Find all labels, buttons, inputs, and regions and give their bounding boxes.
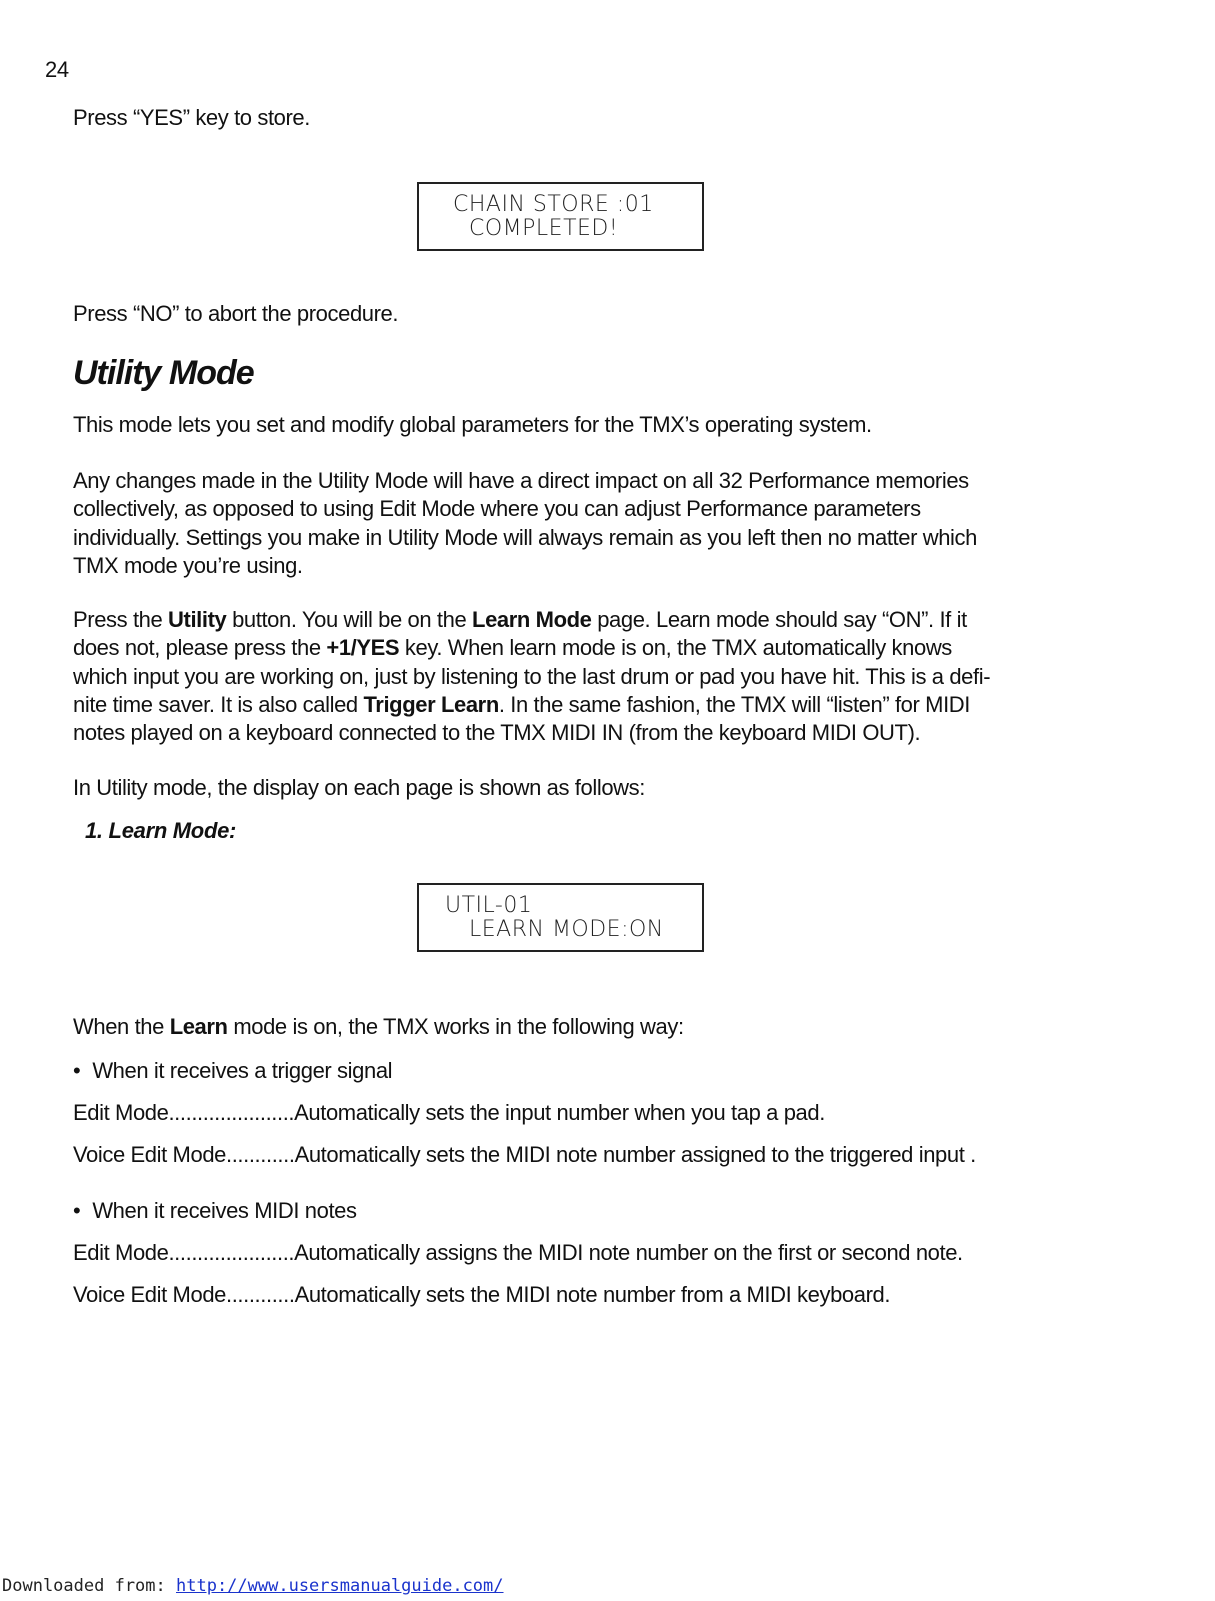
page-number: 24	[45, 57, 69, 82]
section-title: Utility Mode	[73, 354, 254, 392]
lcd-line-2: COMPLETED!	[469, 216, 619, 241]
utility-bold: Utility	[168, 607, 227, 632]
row-midi-voice-edit-mode	[73, 1281, 890, 1309]
row-desc: Automatically sets the MIDI note number from a MIDI keyboard.	[294, 1282, 891, 1307]
abort-instruction: Press “NO” to abort the procedure.	[73, 301, 399, 326]
paragraph-line: notes played on a keyboard connected to the TMX MIDI IN (from the keyboard MIDI OUT).	[73, 720, 921, 746]
learn-bold: Learn	[169, 1014, 228, 1039]
leader-dots: ......................	[168, 1100, 295, 1125]
row-trigger-voice-edit-mode	[73, 1141, 976, 1169]
bullet-midi: • When it receives MIDI notes	[73, 1198, 357, 1223]
row-label: Edit Mode	[73, 1240, 169, 1265]
trigger-learn-bold: Trigger Learn	[363, 691, 499, 717]
bullet-trigger: • When it receives a trigger signal	[73, 1058, 393, 1083]
learn-paragraph	[73, 606, 1073, 747]
learn-mode-bold: Learn Mode	[472, 607, 592, 632]
bullet-icon: •	[73, 1198, 81, 1223]
lcd-line-1: UTIL-01	[445, 893, 533, 918]
paragraph-line: Any changes made in the Utility Mode will have a direct impact on all 32 Performance memories	[73, 468, 969, 493]
lcd-line-1: CHAIN STORE :01	[453, 192, 654, 217]
row-label: Voice Edit Mode	[73, 1142, 226, 1167]
learn-intro: When the Learn mode is on, the TMX works in the following way:	[73, 1014, 684, 1039]
lcd-display-util	[417, 883, 704, 952]
yes-key-bold: +1/YES	[326, 635, 400, 661]
intro-paragraph: This mode lets you set and modify global parameters for the TMX’s operating system.	[73, 412, 872, 437]
leader-dots: ............	[226, 1142, 295, 1167]
footer-link[interactable]: http://www.usersmanualguide.com/	[176, 1576, 504, 1596]
download-footer	[2, 1576, 504, 1596]
lcd-display-chain-store	[417, 182, 704, 251]
row-desc: Automatically assigns the MIDI note number on the first or second note.	[294, 1240, 963, 1265]
row-desc: Automatically sets the input number when you tap a pad.	[294, 1100, 825, 1125]
row-desc: Automatically sets the MIDI note number assigned to the triggered input .	[294, 1142, 976, 1167]
paragraph-line: TMX mode you’re using.	[73, 552, 303, 578]
row-midi-edit-mode	[73, 1239, 963, 1267]
impact-paragraph	[73, 467, 1073, 580]
bullet-icon: •	[73, 1058, 81, 1083]
paragraph-line: nite time saver. It is also called Trigger Learn. In the same fashion, the TMX will “listen” for MIDI	[73, 691, 970, 717]
lcd-line-2: LEARN MODE:ON	[469, 917, 664, 942]
paragraph-line: individually. Settings you make in Utility Mode will always remain as you left then no matter which	[73, 524, 977, 550]
paragraph-line: collectively, as opposed to using Edit Mode where you can adjust Performance parameters	[73, 496, 921, 522]
row-label: Voice Edit Mode	[73, 1282, 226, 1307]
display-intro: In Utility mode, the display on each page is shown as follows:	[73, 775, 645, 800]
row-trigger-edit-mode	[73, 1099, 825, 1127]
paragraph-line: Press the Utility button. You will be on the Learn Mode page. Learn mode should say “ON”. If it	[73, 607, 967, 632]
store-instruction: Press “YES” key to store.	[73, 105, 310, 130]
leader-dots: ......................	[168, 1240, 295, 1265]
subsection-title: 1. Learn Mode:	[85, 818, 237, 843]
footer-prefix: Downloaded from:	[2, 1576, 176, 1596]
paragraph-line: which input you are working on, just by listening to the last drum or pad you have hit. This is a defi-	[73, 663, 991, 689]
paragraph-line: does not, please press the +1/YES key. When learn mode is on, the TMX automatically knows	[73, 635, 952, 661]
row-label: Edit Mode	[73, 1100, 169, 1125]
leader-dots: ............	[226, 1282, 295, 1307]
